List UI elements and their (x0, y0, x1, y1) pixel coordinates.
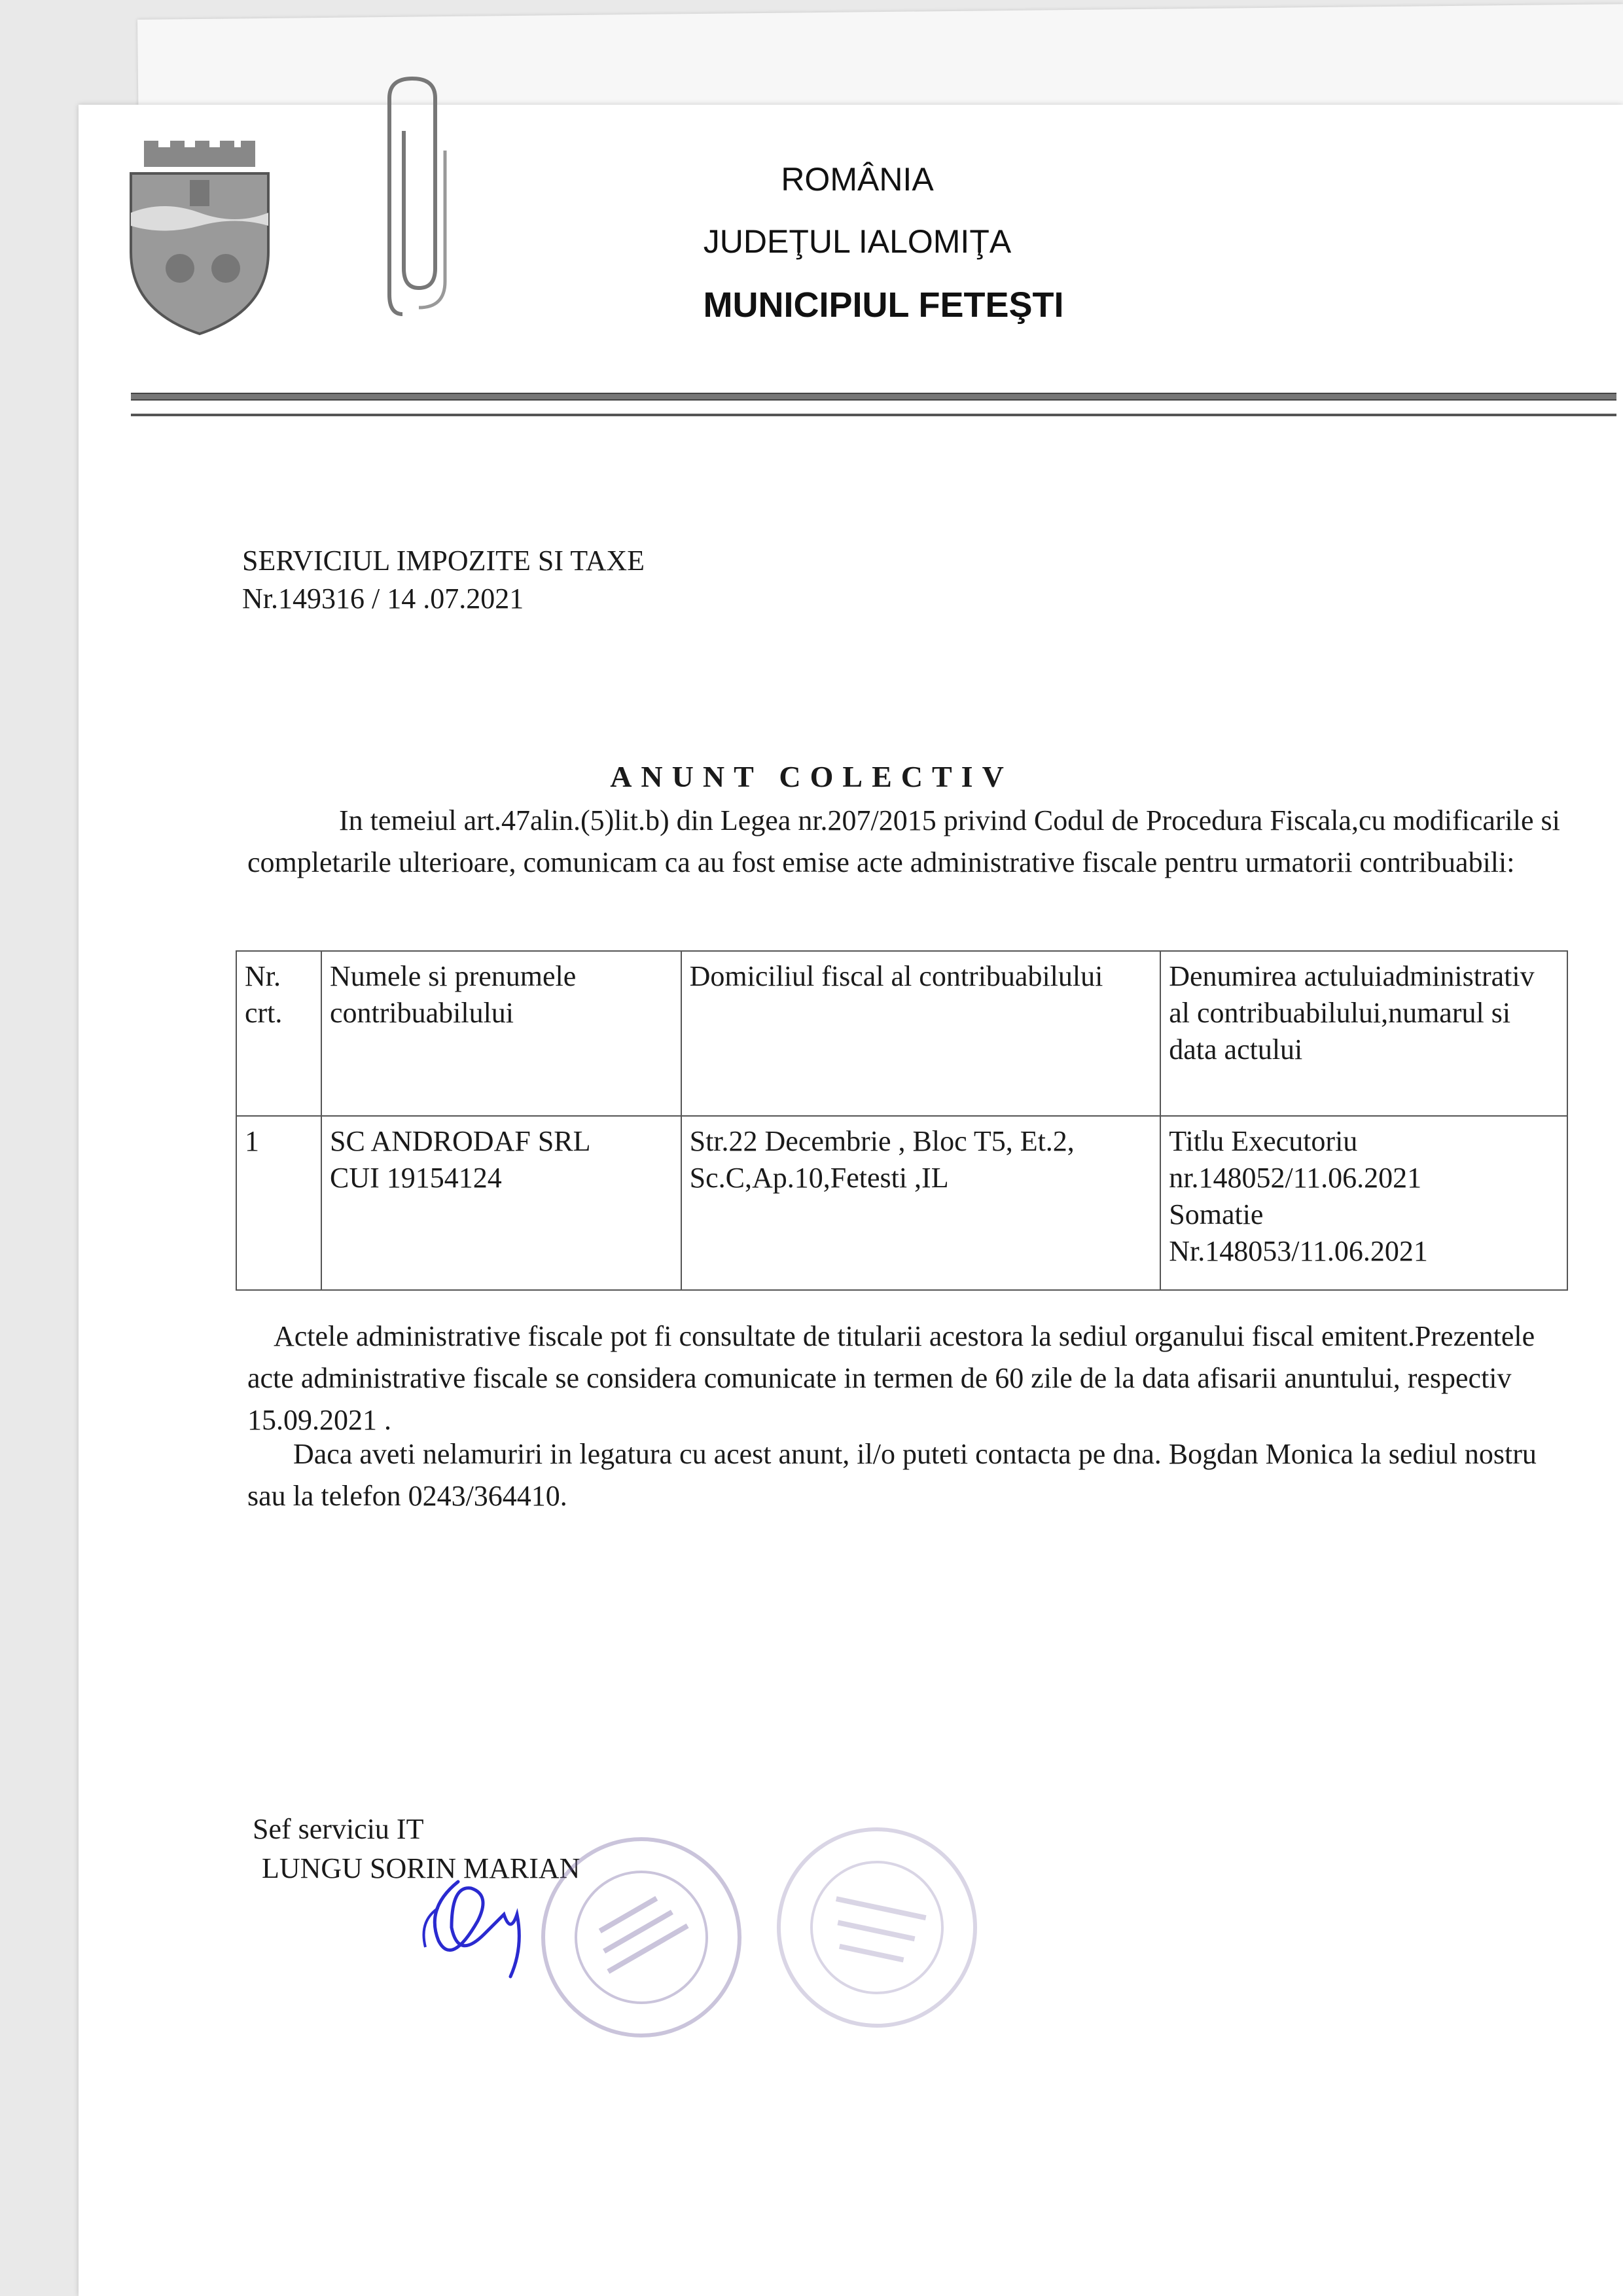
consultation-paragraph: Actele administrative fiscale pot fi consultate de titularii acestora la sediul organului fiscal emitent.Prezentele acte administrative fiscale se considera comunicate in termen de 60 zile de la data afisarii anuntului, respectiv 15.09.2021 . (247, 1320, 1535, 1436)
act-title-1: Titlu Executoriu (1169, 1125, 1358, 1157)
taxpayer-cui: CUI 19154124 (329, 1162, 502, 1194)
paper-clip-icon (383, 72, 455, 321)
header-address: Domiciliul fiscal al contribuabilului (681, 951, 1161, 1116)
contact-paragraph: Daca aveti nelamuriri in legatura cu acest anunt, il/o puteti contacta pe dna. Bogdan Monica la sediul nostru sau la telefon 0243/364410. (247, 1438, 1537, 1512)
header-country: ROMÂNIA (781, 161, 934, 198)
taxpayers-table (236, 950, 1568, 1291)
header-divider-thin (131, 414, 1616, 416)
document-title: ANUNT COLECTIV (610, 760, 1013, 793)
intro-paragraph: In temeiul art.47alin.(5)lit.b) din Legea nr.207/2015 privind Codul de Procedura Fiscala,cu modificarile si completarile ulterioare, comunicam ca au fost emise acte administrative fiscale pentru urmatorii contribuabili: (247, 804, 1560, 878)
service-name: SERVICIUL IMPOZITE SI TAXE (242, 545, 645, 577)
signatory-role: Sef serviciu IT (253, 1813, 424, 1845)
header-nr: Nr. crt. (236, 951, 321, 1116)
table-header-row (236, 951, 1567, 1116)
cell-act (1160, 1116, 1567, 1290)
cell-address: Str.22 Decembrie , Bloc T5, Et.2, Sc.C,Ap.10,Fetesti ,IL (681, 1116, 1161, 1290)
coat-of-arms-icon (118, 141, 281, 337)
registration-number: Nr.149316 / 14 .07.2021 (242, 583, 524, 615)
header-county: JUDEŢUL IALOMIŢA (703, 223, 1012, 260)
taxpayer-name: SC ANDRODAF SRL (329, 1125, 591, 1157)
act-number-1: nr.148052/11.06.2021 (1169, 1162, 1422, 1194)
act-title-2: Somatie (1169, 1198, 1264, 1230)
header-act: Denumirea actuluiadministrativ al contribuabilului,numarul si data actului (1160, 951, 1567, 1116)
header-divider (131, 393, 1616, 401)
table-row (236, 1116, 1567, 1290)
signatory-name: LUNGU SORIN MARIAN (262, 1852, 580, 1884)
official-stamp-icon (753, 1803, 1001, 2052)
header-name: Numele si prenumele contribuabilului (321, 951, 681, 1116)
act-number-2: Nr.148053/11.06.2021 (1169, 1235, 1428, 1267)
header-municipality: MUNICIPIUL FETEŞTI (703, 285, 1064, 325)
cell-name (321, 1116, 681, 1290)
cell-nr: 1 (236, 1116, 321, 1290)
